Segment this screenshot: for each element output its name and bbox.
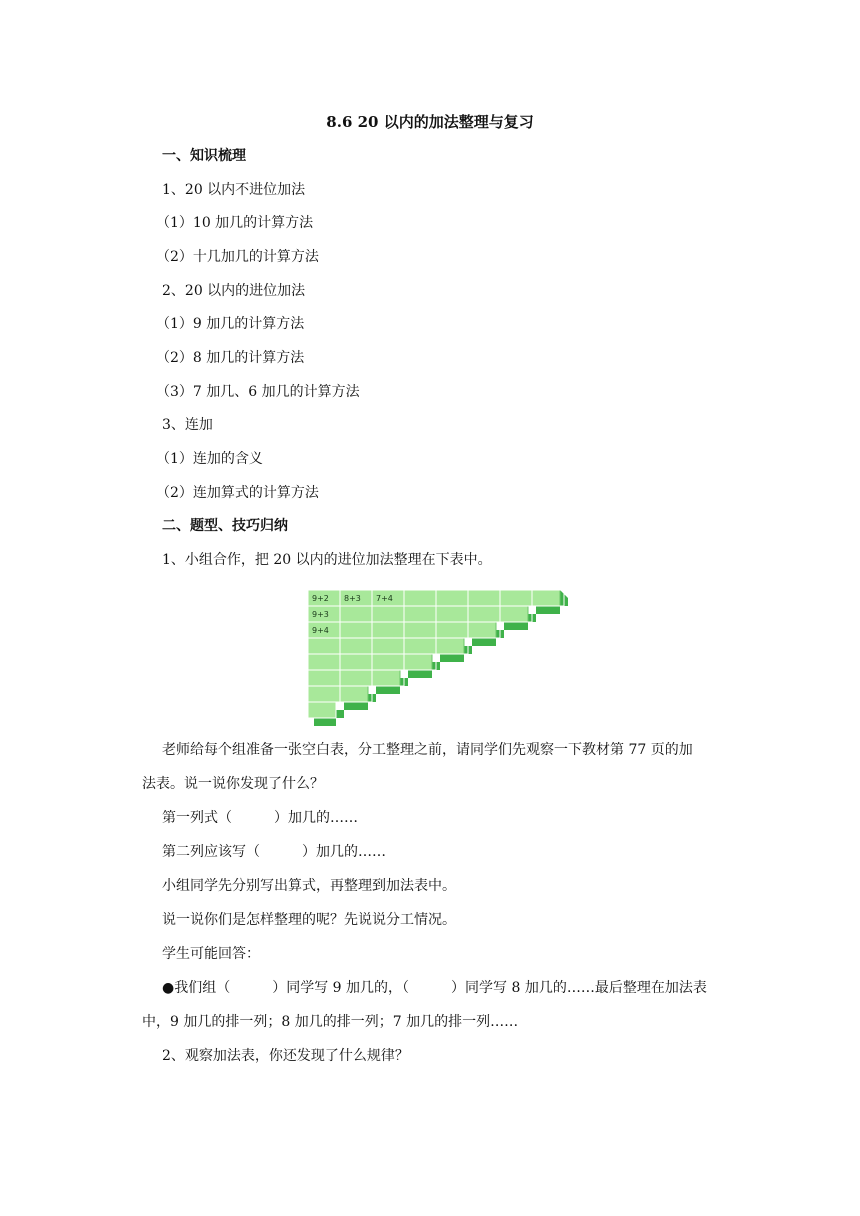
list-item: （1）连加的含义 (156, 451, 263, 467)
paragraph: 中，9 加几的排一列；8 加几的排一列；7 加几的排一列…… (142, 1014, 519, 1030)
paragraph: 说一说你们是怎样整理的呢？先说说分工情况。 (162, 912, 456, 928)
cell-8-plus-3: 8+3 (344, 594, 361, 603)
addition-table-figure (306, 588, 576, 728)
paragraph: 法表。说一说你发现了什么？ (142, 776, 324, 792)
paragraph: 小组同学先分别写出算式，再整理到加法表中。 (162, 878, 456, 894)
list-item: （3）7 加几、6 加几的计算方法 (156, 384, 360, 400)
list-item: 1、20 以内不进位加法 (162, 182, 306, 198)
list-item: （1）10 加几的计算方法 (156, 215, 314, 231)
paragraph: 学生可能回答： (162, 946, 260, 962)
list-item: 3、连加 (162, 417, 213, 433)
section-heading-knowledge: 一、知识梳理 (162, 148, 246, 164)
question-1: 1、小组合作，把 20 以内的进位加法整理在下表中。 (162, 552, 492, 568)
cell-9-plus-4: 9+4 (312, 626, 329, 635)
section-heading-techniques: 二、题型、技巧归纳 (162, 518, 288, 534)
list-item: （2）8 加几的计算方法 (156, 350, 305, 366)
paragraph: ●我们组（ ）同学写 9 加几的，（ ）同学写 8 加几的……最后整理在加法表 (162, 980, 707, 996)
list-item: （2）十几加几的计算方法 (156, 249, 319, 265)
cell-7-plus-4: 7+4 (376, 594, 393, 603)
cell-9-plus-3: 9+3 (312, 610, 329, 619)
list-item: 2、20 以内的进位加法 (162, 283, 306, 299)
list-item: （2）连加算式的计算方法 (156, 485, 319, 501)
list-item: （1）9 加几的计算方法 (156, 316, 305, 332)
paragraph: 第一列式（ ）加几的…… (162, 810, 358, 826)
paragraph: 老师给每个组准备一张空白表，分工整理之前，请同学们先观察一下教材第 77 页的加 (162, 742, 693, 758)
question-2: 2、观察加法表，你还发现了什么规律？ (162, 1048, 409, 1064)
page-title: 8.6 20 以内的加法整理与复习 (326, 113, 534, 131)
cell-9-plus-2: 9+2 (312, 594, 329, 603)
paragraph: 第二列应该写（ ）加几的…… (162, 844, 386, 860)
